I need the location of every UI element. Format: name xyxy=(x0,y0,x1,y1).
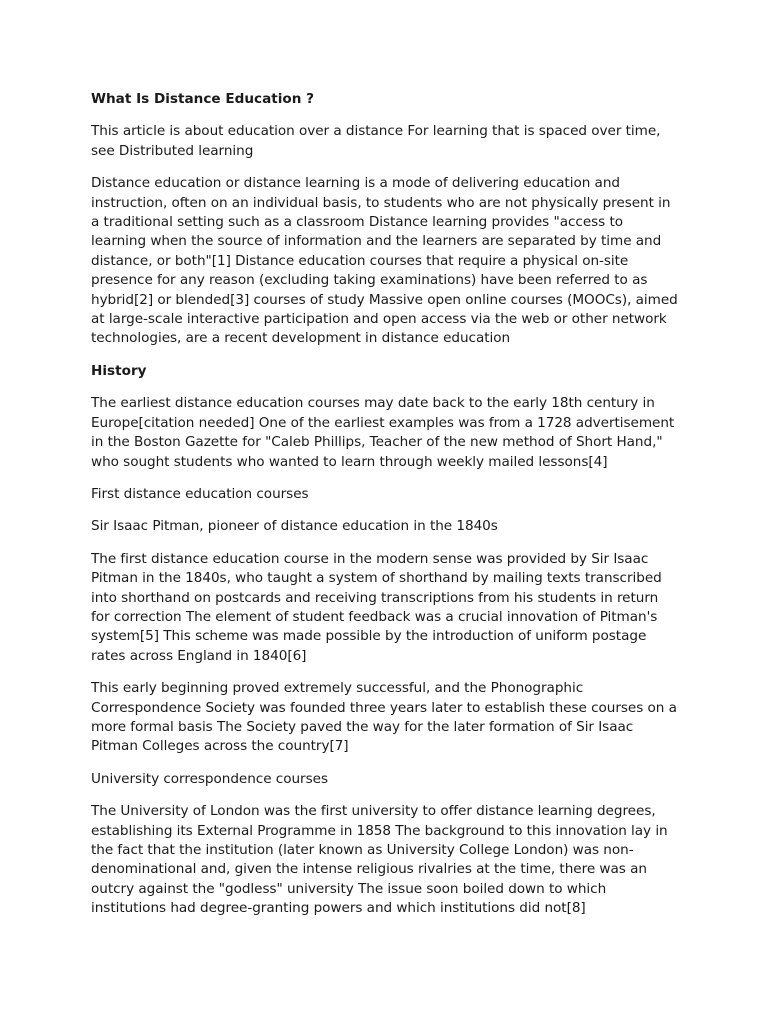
pitman-paragraph-1: The first distance education course in the modern sense was provided by Sir Isaac Pitman in the 1840s, who taught a system of shorthand by mailing texts transcribed into shorthand on postcards and receiving transcriptions from his students in return for correction The element of student feedback was a crucial innovation of Pitman's system[5] This scheme was made possible by the introduction of uniform postage rates across England in 1840[6] xyxy=(91,550,662,664)
document-title: What Is Distance Education ? xyxy=(91,91,315,107)
pitman-paragraph-2: This early beginning proved extremely successful, and the Phonographic Correspondence Society was founded three years later to establish these courses on a more formal basis The Society paved the way for the later formation of Sir Isaac Pitman Colleges across the country[7] xyxy=(91,680,677,755)
university-paragraph: The University of London was the first university to offer distance learning degrees, establishing its External Programme in 1858 The background to this innovation lay in the fact that the institution (later known as University College London) was non-denominational and, given the intense religious rivalries at the time, there was an outcry against the "godless" university The issue soon boiled down to which institutions had degree-granting powers and which institutions did not[8] xyxy=(91,803,668,917)
university-heading: University correspondence courses xyxy=(91,770,328,787)
first-courses-heading: First distance education courses xyxy=(91,485,309,502)
definition-paragraph: Distance education or distance learning is a mode of delivering education and instruction, often on an individual basis, to students who are not physically present in a traditional setting such as a classroom Distance learning provides "access to learning when the source of information and the learners are separated by time and distance, or both"[1] Distance education courses that require a physical on-site presence for any reason (excluding taking examinations) have been referred to as hybrid[2] or blended[3] courses of study Massive open online courses (MOOCs), aimed at large-scale interactive participation and open access via the web or other network technologies, are a recent development in distance education xyxy=(91,175,678,347)
pitman-caption: Sir Isaac Pitman, pioneer of distance education in the 1840s xyxy=(91,518,498,535)
history-heading: History xyxy=(91,362,147,379)
history-paragraph: The earliest distance education courses may date back to the early 18th century in Europe[citation needed] One of the earliest examples was from a 1728 advertisement in the Boston Gazette for "Caleb Phillips, Teacher of the new method of Short Hand," who sought students who wanted to learn through weekly mailed lessons[4] xyxy=(91,395,675,470)
intro-note-paragraph: This article is about education over a distance For learning that is spaced over time, see Distributed learning xyxy=(91,123,661,159)
document-body xyxy=(91,90,681,919)
